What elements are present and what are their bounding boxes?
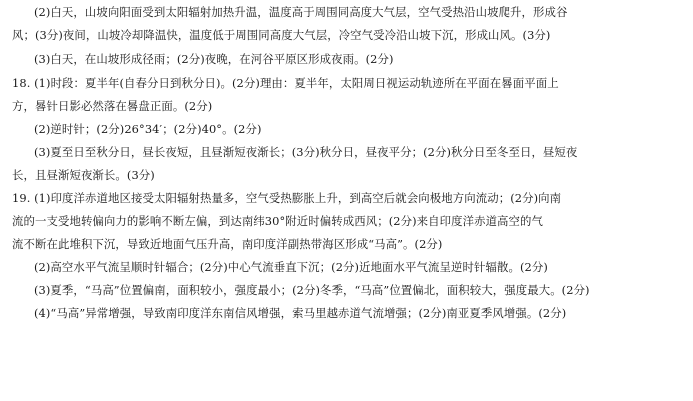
q19-part2-line: (2)高空水平气流呈顺时针辐合；(2分)中心气流垂直下沉；(2分)近地面水平气流呈逆时针辐散。(2分) — [34, 260, 548, 274]
q19-part3-line: (3)夏季，“马高”位置偏南，面积较小，强度最小；(2分)冬季，“马高”位置偏北，面积较大，强度最大。(2分) — [34, 283, 590, 297]
q19-part1-line3: 流不断在此堆积下沉，导致近地面气压升高，南印度洋副热带海区形成“马高”。(2分) — [12, 237, 443, 251]
q19-part1-line1: 19. (1)印度洋赤道地区接受太阳辐射热量多，空气受热膨胀上升，到高空后就会向极地方向流动；(2分)向南 — [12, 191, 562, 205]
q18-part1-line1: 18. (1)时段：夏半年(自春分日到秋分日)。(2分)理由：夏半年，太阳周日视运动轨迹所在平面在晷面平面上 — [12, 76, 559, 90]
q17-part3-line: (3)白天，在山坡形成径雨；(2分)夜晚，在河谷平原区形成夜雨。(2分) — [34, 52, 394, 66]
q18-part3-line2: 长，且昼渐短夜渐长。(3分) — [12, 168, 155, 182]
q19-part4-line: (4)“马高”异常增强，导致南印度洋东南信风增强，索马里越赤道气流增强；(2分)南亚夏季风增强。(2分) — [34, 306, 567, 320]
q18-part3-line1: (3)夏至日至秋分日，昼长夜短，且昼渐短夜渐长；(3分)秋分日，昼夜平分；(2分)秋分日至冬至日，昼短夜 — [34, 145, 578, 159]
q18-part2-line: (2)逆时针；(2分)26°34′；(2分)40°。(2分) — [34, 122, 262, 136]
q17-part2-line1: (2)白天，山坡向阳面受到太阳辐射加热升温，温度高于周围同高度大气层，空气受热沿山坡爬升，形成谷 — [34, 5, 568, 19]
q17-part2-line2: 风；(3分)夜间，山坡冷却降温快，温度低于周围同高度大气层，冷空气受冷沿山坡下沉，形成山风。(3分) — [12, 28, 551, 42]
q18-part1-line2: 方，晷针日影必然落在晷盘正面。(2分) — [12, 99, 213, 113]
q19-part1-line2: 流的一支受地转偏向力的影响不断左偏，到达南纬30°附近时偏转成西风；(2分)来自印度洋赤道高空的气 — [12, 214, 544, 228]
